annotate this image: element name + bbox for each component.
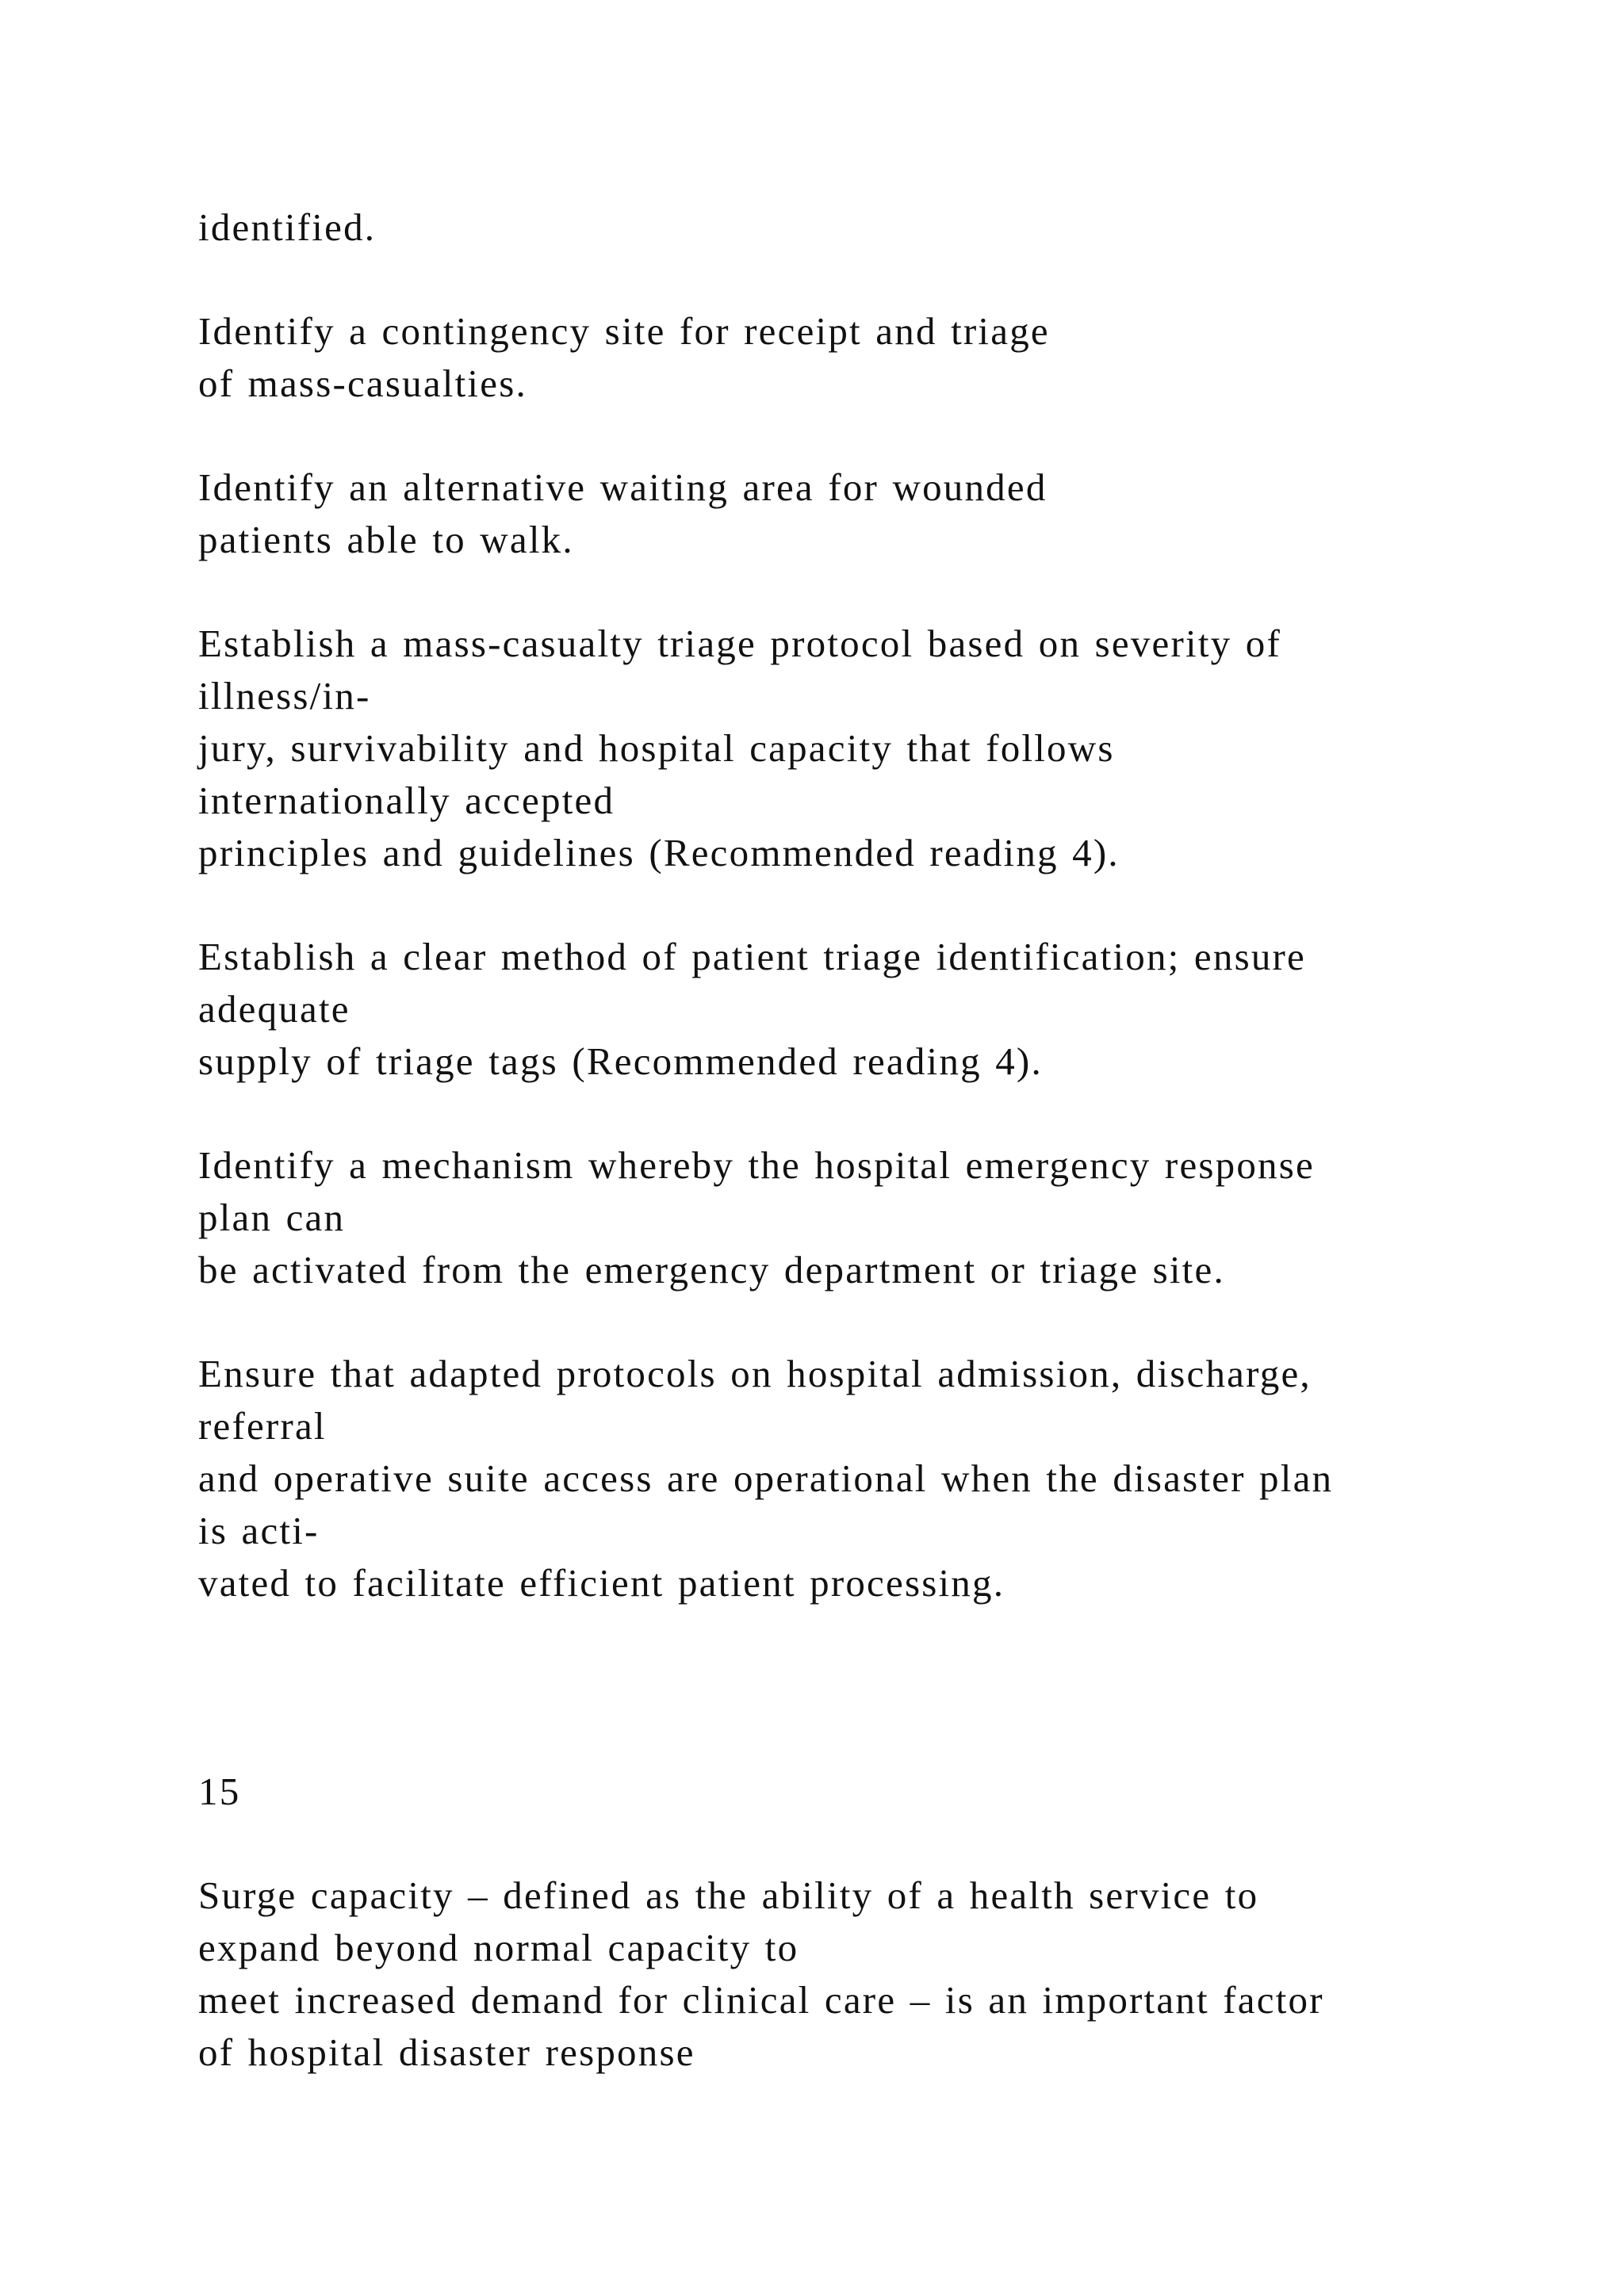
text-line: referral bbox=[198, 1404, 327, 1448]
text-line: be activated from the emergency department or triage site. bbox=[198, 1248, 1225, 1292]
text-line: Identify a contingency site for receipt and triage bbox=[198, 309, 1050, 353]
text-line: principles and guidelines (Recommended reading 4). bbox=[198, 831, 1120, 874]
text-line: Identify a mechanism whereby the hospital emergency response bbox=[198, 1143, 1315, 1187]
text-line: plan can bbox=[198, 1196, 346, 1239]
text-line: Surge capacity – defined as the ability of a health service to bbox=[198, 1873, 1259, 1917]
text-line: identified. bbox=[198, 205, 377, 249]
text-line: meet increased demand for clinical care – is an important factor bbox=[198, 1978, 1324, 2022]
text-line: jury, survivability and hospital capacity that follows bbox=[198, 726, 1115, 770]
text-line: of mass-casualties. bbox=[198, 362, 527, 405]
text-line: adequate bbox=[198, 987, 350, 1031]
text-line: internationally accepted bbox=[198, 779, 615, 822]
text-line: Establish a mass-casualty triage protocol based on severity of bbox=[198, 622, 1281, 665]
text-line: expand beyond normal capacity to bbox=[198, 1926, 799, 1969]
text-line: patients able to walk. bbox=[198, 518, 574, 561]
text-line: Ensure that adapted protocols on hospital admission, discharge, bbox=[198, 1352, 1312, 1395]
page-number: 15 bbox=[198, 1770, 241, 1813]
text-line: illness/in- bbox=[198, 674, 371, 718]
text-line: and operative suite access are operational when the disaster plan bbox=[198, 1456, 1334, 1500]
text-line: Identify an alternative waiting area for wounded bbox=[198, 465, 1048, 509]
text-line: supply of triage tags (Recommended reading 4). bbox=[198, 1039, 1043, 1083]
text-line: of hospital disaster response bbox=[198, 2030, 695, 2074]
text-line: Establish a clear method of patient triage identification; ensure bbox=[198, 935, 1307, 978]
text-line: is acti- bbox=[198, 1509, 320, 1552]
text-line: vated to facilitate efficient patient processing. bbox=[198, 1561, 1005, 1605]
